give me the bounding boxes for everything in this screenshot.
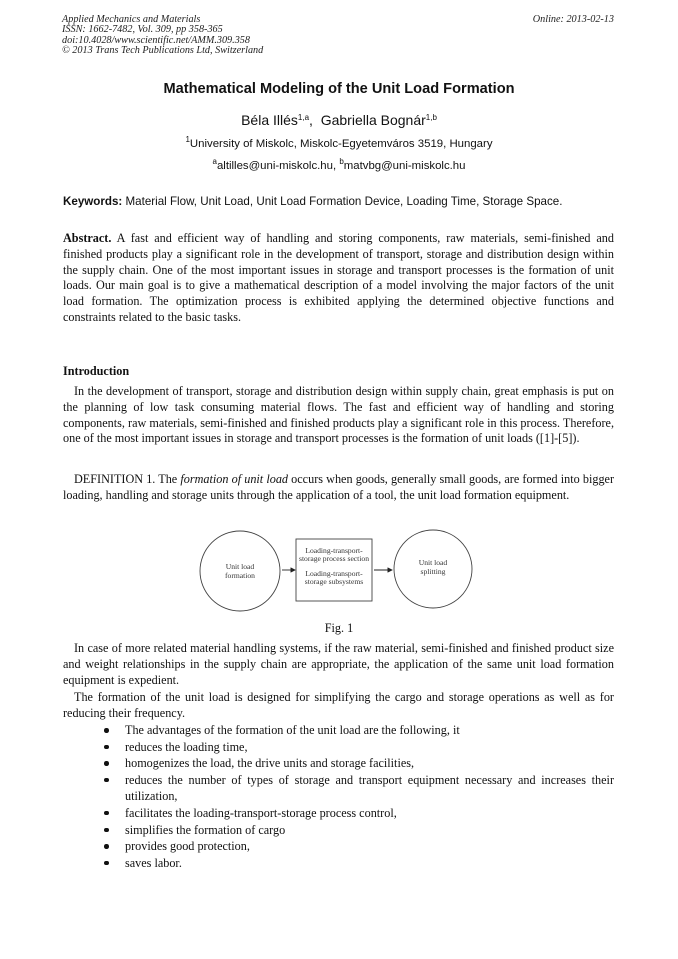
email-link[interactable]: altilles@uni-miskolc.hu bbox=[216, 160, 333, 172]
list-item-text: The advantages of the formation of the unit load are the following, it bbox=[125, 723, 460, 737]
flow-diagram bbox=[196, 520, 486, 612]
list-item bbox=[95, 722, 614, 739]
list-item bbox=[95, 838, 614, 855]
keywords-label: Keywords: bbox=[63, 195, 123, 208]
keywords bbox=[63, 195, 618, 208]
definition-term: formation of unit load bbox=[180, 472, 289, 486]
right-circle-label-2: splitting bbox=[420, 567, 446, 576]
definition-paragraph bbox=[63, 472, 614, 504]
email-sup: a bbox=[212, 157, 217, 166]
online-date: Online: 2013-02-13 bbox=[532, 14, 614, 25]
left-circle-label-2: formation bbox=[225, 571, 255, 580]
box-label-2: storage process section bbox=[298, 554, 370, 563]
author-name: Béla Illés bbox=[241, 112, 298, 128]
definition-suffix: occurs when goods, generally small goods, are formed into bigger loading, handling and storage units through the application of a tool, the unit load formation equipment. bbox=[63, 472, 615, 502]
affiliation bbox=[0, 135, 678, 150]
bullet-icon bbox=[104, 828, 109, 833]
bullet-icon bbox=[104, 761, 109, 766]
list-item-text: saves labor. bbox=[125, 855, 182, 870]
paragraph: The formation of the unit load is designed for simplifying the cargo and storage operations as well as for reducing their frequency. bbox=[63, 690, 614, 720]
email-separator: , bbox=[332, 160, 340, 172]
section-heading-introduction: Introduction bbox=[63, 364, 130, 378]
list-item bbox=[95, 772, 614, 805]
abstract-text: A fast and efficient way of handling and storing components, raw materials, semi-finished and finished products play a significant role in the development of transport, storage and distribution design within the supply chain. One of the most important issues in storage and transport processes is the formation of unit loads. Our main goal is to give a mathematical description of a model involving the major factors of the unit load formation. The optimization process is exhibited applying the determined objective functions and constraints related to the basic tasks. bbox=[63, 231, 614, 324]
list-item bbox=[95, 855, 614, 872]
box-label-1: Loading-transport- bbox=[305, 546, 363, 555]
journal-doi: doi:10.4028/www.scientific.net/AMM.309.358 bbox=[62, 34, 250, 46]
keywords-text: Material Flow, Unit Load, Unit Load Formation Device, Loading Time, Storage Space. bbox=[125, 195, 563, 208]
list-item-text: provides good protection, bbox=[125, 839, 250, 854]
author-name: Gabriella Bognár bbox=[320, 112, 426, 128]
left-circle-label-1: Unit load bbox=[225, 562, 255, 571]
abstract-label: Abstract. bbox=[63, 231, 112, 245]
affiliation-sup: 1 bbox=[185, 135, 190, 144]
email-list bbox=[0, 157, 678, 172]
list-item-text: facilitates the loading-transport-storage process control, bbox=[125, 805, 397, 820]
paper-title: Mathematical Modeling of the Unit Load Formation bbox=[163, 81, 515, 97]
list-item-text: homogenizes the load, the drive units and storage facilities, bbox=[125, 756, 415, 771]
journal-copyright: © 2013 Trans Tech Publications Ltd, Switzerland bbox=[62, 45, 264, 57]
bullet-icon bbox=[104, 778, 109, 783]
paragraph: In case of more related material handling systems, if the raw material, semi-finished and finished product size and weight relationships in the supply chain are appropriate, the application of the same unit load formation equipment is expedient. bbox=[63, 641, 614, 687]
bullet-icon bbox=[104, 861, 109, 866]
author-sup: 1,a bbox=[297, 113, 310, 122]
email-link[interactable]: matvbg@uni-miskolc.hu bbox=[343, 160, 466, 172]
list-item bbox=[95, 755, 614, 772]
author-separator: , bbox=[309, 112, 321, 128]
list-item bbox=[95, 805, 614, 822]
abstract bbox=[63, 231, 614, 326]
box-label-3: Loading-transport- bbox=[305, 569, 363, 578]
right-circle-label-1: Unit load bbox=[418, 558, 448, 567]
intro-paragraph: In the development of transport, storage and distribution design within supply chain, great emphasis is put on the planning of low task consuming material flows. The fast and efficient way of handling and storing components, raw materials, semi-finished and finished products play a significant role in this process. Therefore, one of the most important issues in storage and transport processes is the formation of unit loads ([1]-[5]). bbox=[63, 384, 614, 446]
advantages-list bbox=[95, 722, 614, 871]
box-label-4: storage subsystems bbox=[304, 577, 364, 586]
journal-name: Applied Mechanics and Materials bbox=[62, 14, 201, 25]
journal-header bbox=[62, 15, 263, 57]
affiliation-text: University of Miskolc, Miskolc-Egyetemváros 3519, Hungary bbox=[189, 138, 493, 150]
bullet-icon bbox=[104, 811, 109, 816]
figure-1-diagram bbox=[196, 520, 486, 612]
list-item-text: simplifies the formation of cargo bbox=[125, 822, 286, 837]
author-sup: 1,b bbox=[425, 113, 437, 122]
list-item bbox=[95, 822, 614, 839]
list-item-text: reduces the loading time, bbox=[125, 739, 248, 754]
bullet-icon bbox=[104, 745, 109, 750]
figure-caption: Fig. 1 bbox=[324, 621, 354, 635]
email-sup: b bbox=[339, 157, 344, 166]
list-item-text: reduces the number of types of storage and transport equipment necessary and increases their utilization, bbox=[125, 772, 614, 804]
bullet-icon bbox=[104, 844, 109, 849]
journal-issn: ISSN: 1662-7482, Vol. 309, pp 358-365 bbox=[62, 24, 223, 36]
list-item bbox=[95, 739, 614, 756]
bullet-icon bbox=[104, 728, 109, 733]
author-list bbox=[0, 112, 678, 128]
definition-prefix: DEFINITION 1. The bbox=[74, 472, 181, 486]
